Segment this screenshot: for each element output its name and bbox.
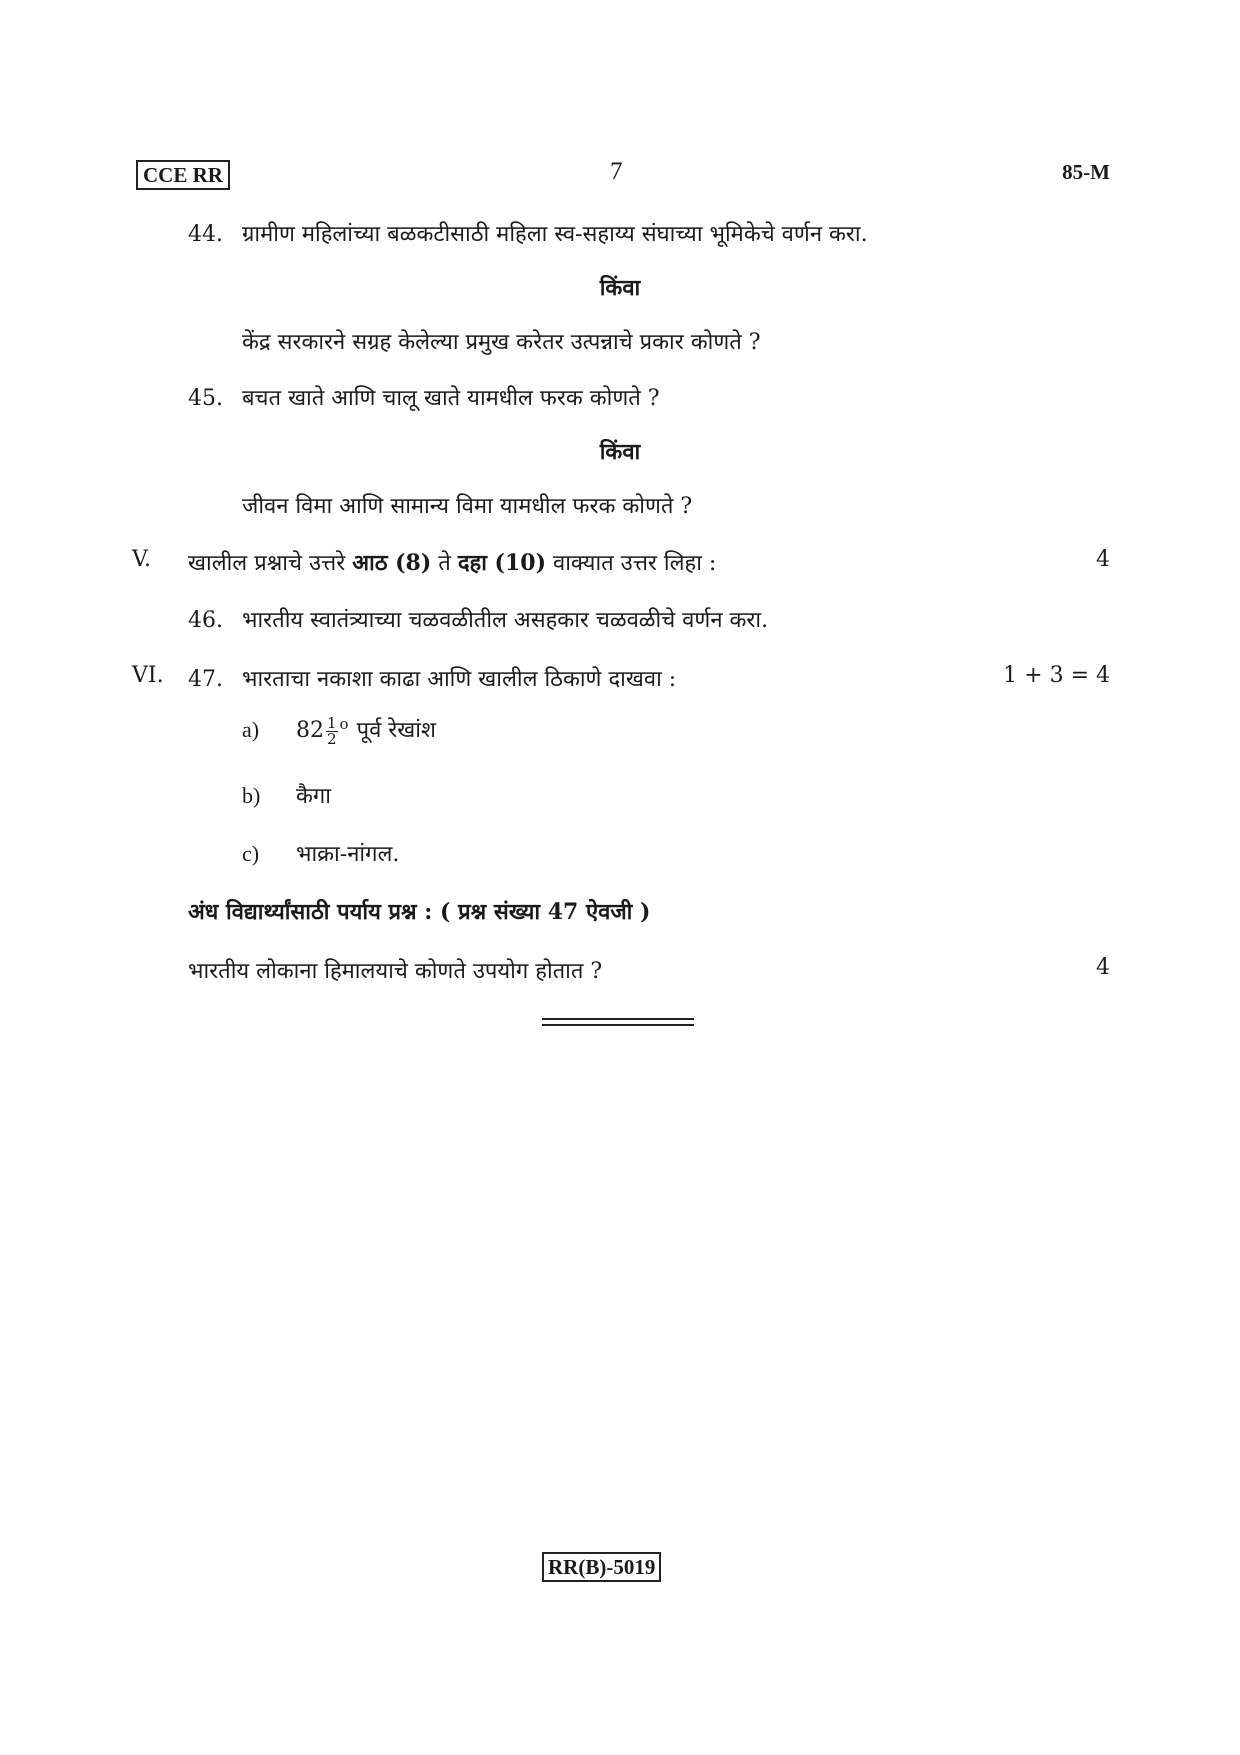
blind-alternative-marks: 4 (1096, 955, 1110, 980)
question-text: ग्रामीण महिलांच्या बळकटीसाठी महिला स्व-सहाय्य संघाच्या भूमिकेचे वर्णन करा. (242, 222, 868, 247)
question-47 (188, 663, 676, 693)
option-b (242, 780, 331, 810)
instruction-bold: आठ (8) (352, 550, 432, 576)
section-v-numeral: V. (132, 547, 152, 572)
end-rule-top (542, 1018, 694, 1020)
page-number: 7 (610, 158, 623, 185)
option-c (242, 838, 399, 868)
question-number: 47. (188, 667, 223, 692)
option-a-whole: 82 (296, 718, 324, 743)
blind-alternative-question: भारतीय लोकाना हिमालयाचे कोणते उपयोग होतात ? (188, 959, 603, 984)
instruction-text: वाक्यात उत्तर लिहा : (552, 551, 717, 576)
blind-alternative-heading: अंध विद्यार्थ्यांसाठी पर्याय प्रश्न : ( प्रश्न संख्या 47 ऐवजी ) (188, 899, 651, 925)
question-44 (188, 218, 868, 248)
option-label: c) (242, 841, 260, 866)
section-v-instruction (188, 547, 716, 577)
question-text: भारताचा नकाशा काढा आणि खालील ठिकाणे दाखवा : (242, 667, 677, 692)
header-left-code: CCE RR (136, 160, 230, 190)
section-vi-marks: 1 + 3 = 4 (1003, 663, 1110, 688)
option-text: कैगा (296, 784, 331, 809)
or-label-45: किंवा (599, 439, 641, 465)
option-label: a) (242, 717, 260, 742)
section-vi-numeral: VI. (132, 663, 164, 688)
option-a-fraction (326, 713, 338, 748)
instruction-text: ते (438, 551, 451, 576)
header-right-code: 85-M (1062, 160, 1110, 184)
option-label: b) (242, 783, 261, 808)
section-v-marks: 4 (1096, 547, 1110, 572)
question-number: 46. (188, 608, 223, 633)
fraction-numerator: 1 (327, 713, 337, 732)
question-number: 44. (188, 222, 223, 247)
question-text: बचत खाते आणि चालू खाते यामधील फरक कोणते ? (242, 386, 660, 411)
fraction-denominator: 2 (327, 729, 337, 748)
option-text: भाक्रा-नांगल. (296, 842, 400, 867)
footer-code: RR(B)-5019 (542, 1552, 661, 1582)
end-rule-bottom (542, 1024, 694, 1026)
instruction-bold: दहा (10) (457, 550, 546, 576)
question-45 (188, 382, 660, 412)
question-46 (188, 604, 768, 634)
question-44-alternative: केंद्र सरकारने सग्रह केलेल्या प्रमुख करेतर उत्पन्नाचे प्रकार कोणते ? (242, 330, 761, 355)
option-text: पूर्व रेखांश (356, 718, 436, 743)
question-text: भारतीय स्वातंत्र्याच्या चळवळीतील असहकार चळवळीचे वर्णन करा. (242, 608, 769, 633)
degree-symbol: o (339, 714, 349, 733)
instruction-text: खालील प्रश्नाचे उत्तरे (188, 551, 346, 576)
question-45-alternative: जीवन विमा आणि सामान्य विमा यामधील फरक कोणते ? (242, 494, 693, 519)
or-label-44: किंवा (599, 275, 641, 301)
option-a (242, 714, 436, 747)
question-number: 45. (188, 386, 223, 411)
